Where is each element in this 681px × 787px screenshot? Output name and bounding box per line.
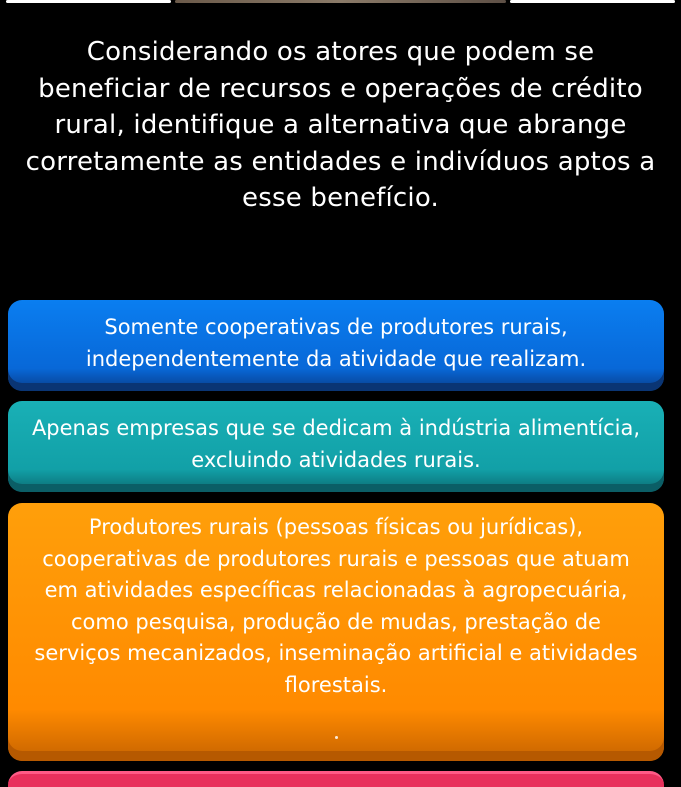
progress-segment: [510, 0, 675, 3]
progress-segment: [6, 0, 171, 3]
question-text: Considerando os atores que podem se beneficiar de recursos e operações de crédito rural, identifique a alternativa que abrange corretamente as entidades e indivíduos aptos a esse benefício.: [25, 37, 656, 213]
answer-option-2[interactable]: [8, 401, 664, 492]
answer-option-3[interactable]: [8, 503, 664, 761]
decorative-dot: [335, 736, 338, 739]
answer-option-4[interactable]: [8, 771, 664, 787]
progress-strip: [6, 0, 675, 4]
answer-option-2-label: Apenas empresas que se dedicam à indústria alimentícia, excluindo atividades rurais.: [31, 416, 641, 472]
answer-option-1-label: Somente cooperativas de produtores rurais, independentemente da atividade que realizam.: [85, 315, 587, 371]
answer-option-1[interactable]: [8, 300, 664, 391]
progress-segment-image: [175, 0, 506, 3]
answer-option-3-label: Produtores rurais (pessoas físicas ou jurídicas), cooperativas de produtores rurais e pessoas que atuam em atividades específicas relacionadas à agropecuária, como pesquisa, produção de mudas, prestação de serviços mecanizados, inseminação artificial e atividades florestais.: [34, 515, 638, 697]
